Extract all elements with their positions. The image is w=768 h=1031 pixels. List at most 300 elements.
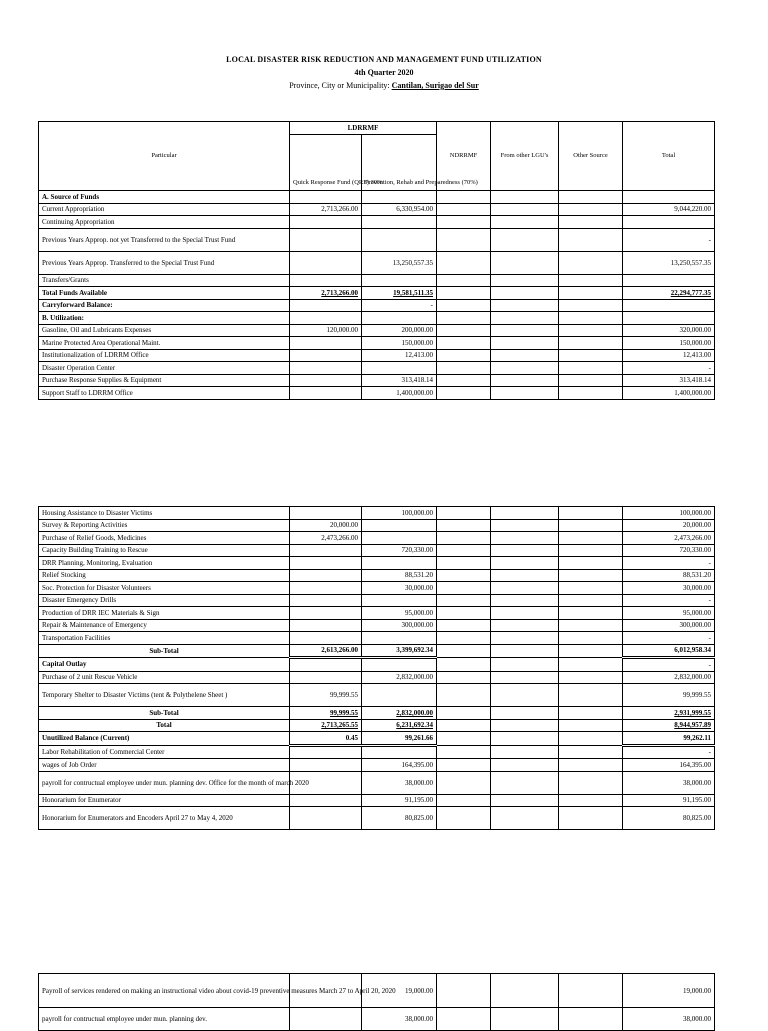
prevention-cell: 80,825.00 bbox=[362, 807, 437, 830]
table-row bbox=[39, 759, 715, 772]
other-source-cell bbox=[559, 544, 623, 557]
col-header-prevention: Prevention, Rehab and Preparedness (70%) bbox=[362, 135, 437, 191]
qrf-cell bbox=[290, 228, 362, 251]
ndrrmf-cell bbox=[437, 557, 491, 570]
prevention-cell bbox=[362, 594, 437, 607]
table-row bbox=[39, 337, 715, 350]
prevention-cell: 313,418.14 bbox=[362, 374, 437, 387]
qrf-cell bbox=[290, 387, 362, 400]
row-label: Unutilized Balance (Current) bbox=[39, 732, 290, 746]
table-row bbox=[39, 658, 715, 672]
other-lgu-cell bbox=[491, 324, 559, 337]
total-cell: 313,418.14 bbox=[623, 374, 715, 387]
table-row bbox=[39, 349, 715, 362]
other-lgu-cell bbox=[491, 619, 559, 632]
other-lgu-cell bbox=[491, 794, 559, 807]
ndrrmf-cell bbox=[437, 274, 491, 287]
row-label: Honorarium for Enumerator bbox=[39, 794, 290, 807]
qrf-cell bbox=[290, 191, 362, 204]
total-cell: 2,931,999.55 bbox=[623, 707, 715, 720]
row-label: Payroll of services rendered on making an instructional video about covid-19 preventive measures March 27 to April 20, 2020 bbox=[39, 974, 290, 1008]
qrf-cell bbox=[290, 794, 362, 807]
total-cell: 22,294,777.35 bbox=[623, 287, 715, 300]
other-source-cell bbox=[559, 594, 623, 607]
table-row bbox=[39, 794, 715, 807]
prevention-cell: 6,231,692.34 bbox=[362, 719, 437, 732]
prevention-cell bbox=[362, 658, 437, 672]
total-cell: - bbox=[623, 745, 715, 759]
other-source-cell bbox=[559, 632, 623, 645]
row-label: Soc. Protection for Disaster Volunteers bbox=[39, 582, 290, 595]
prevention-cell: 200,000.00 bbox=[362, 324, 437, 337]
other-lgu-cell bbox=[491, 569, 559, 582]
row-label: Current Appropriation bbox=[39, 203, 290, 216]
other-source-cell bbox=[559, 374, 623, 387]
row-label: Transfers/Grants bbox=[39, 274, 290, 287]
qrf-cell bbox=[290, 582, 362, 595]
prevention-cell: 2,832,000.00 bbox=[362, 671, 437, 684]
other-lgu-cell bbox=[491, 287, 559, 300]
table-row bbox=[39, 532, 715, 545]
prevention-cell bbox=[362, 228, 437, 251]
prevention-cell bbox=[362, 519, 437, 532]
other-lgu-cell bbox=[491, 299, 559, 312]
table-row bbox=[39, 771, 715, 794]
location-value: Cantilan, Surigao del Sur bbox=[391, 81, 479, 90]
ndrrmf-cell bbox=[437, 759, 491, 772]
row-label: Total bbox=[39, 719, 290, 732]
row-label: Purchase of 2 unit Rescue Vehicle bbox=[39, 671, 290, 684]
other-source-cell bbox=[559, 362, 623, 375]
other-source-cell bbox=[559, 228, 623, 251]
col-header-qrf: Quick Response Fund (QRF) 30% bbox=[290, 135, 362, 191]
qrf-cell bbox=[290, 759, 362, 772]
other-lgu-cell bbox=[491, 632, 559, 645]
other-lgu-cell bbox=[491, 1008, 559, 1031]
row-label: payroll for contructual employee under mun. planning dev. bbox=[39, 1008, 290, 1031]
qrf-cell bbox=[290, 619, 362, 632]
table-row bbox=[39, 216, 715, 229]
col-header-other-source: Other Source bbox=[559, 122, 623, 191]
other-source-cell bbox=[559, 507, 623, 520]
other-lgu-cell bbox=[491, 507, 559, 520]
location-label: Province, City or Municipality: bbox=[289, 81, 390, 90]
qrf-cell bbox=[290, 594, 362, 607]
table-row bbox=[39, 312, 715, 325]
other-source-cell bbox=[559, 974, 623, 1008]
prevention-cell: 13,250,557.35 bbox=[362, 251, 437, 274]
other-source-cell bbox=[559, 582, 623, 595]
prevention-cell: 150,000.00 bbox=[362, 337, 437, 350]
total-cell: 100,000.00 bbox=[623, 507, 715, 520]
table-row bbox=[39, 191, 715, 204]
total-cell: 20,000.00 bbox=[623, 519, 715, 532]
total-cell: 19,000.00 bbox=[623, 974, 715, 1008]
prevention-cell bbox=[362, 532, 437, 545]
other-lgu-cell bbox=[491, 684, 559, 707]
total-cell: 99,262.11 bbox=[623, 732, 715, 746]
table-row bbox=[39, 719, 715, 732]
other-source-cell bbox=[559, 287, 623, 300]
prevention-cell: 38,000.00 bbox=[362, 771, 437, 794]
total-cell: 1,400,000.00 bbox=[623, 387, 715, 400]
qrf-cell: 20,000.00 bbox=[290, 519, 362, 532]
other-source-cell bbox=[559, 312, 623, 325]
report-title: LOCAL DISASTER RISK REDUCTION AND MANAGEMENT FUND UTILIZATION bbox=[226, 55, 542, 64]
total-cell: 2,473,266.00 bbox=[623, 532, 715, 545]
qrf-cell bbox=[290, 374, 362, 387]
ndrrmf-cell bbox=[437, 771, 491, 794]
row-label: Honorarium for Enumerators and Encoders April 27 to May 4, 2020 bbox=[39, 807, 290, 830]
other-source-cell bbox=[559, 519, 623, 532]
qrf-cell bbox=[290, 807, 362, 830]
other-source-cell bbox=[559, 771, 623, 794]
table-row bbox=[39, 203, 715, 216]
total-cell: 12,413.00 bbox=[623, 349, 715, 362]
prevention-cell: 19,000.00 bbox=[362, 974, 437, 1008]
other-lgu-cell bbox=[491, 671, 559, 684]
other-lgu-cell bbox=[491, 312, 559, 325]
ndrrmf-cell bbox=[437, 671, 491, 684]
other-lgu-cell bbox=[491, 251, 559, 274]
prevention-cell: 95,000.00 bbox=[362, 607, 437, 620]
total-cell: 9,044,220.00 bbox=[623, 203, 715, 216]
other-lgu-cell bbox=[491, 807, 559, 830]
prevention-cell: 2,832,000.00 bbox=[362, 707, 437, 720]
other-source-cell bbox=[559, 532, 623, 545]
total-cell: 2,832,000.00 bbox=[623, 671, 715, 684]
other-lgu-cell bbox=[491, 544, 559, 557]
ndrrmf-cell bbox=[437, 619, 491, 632]
total-cell bbox=[623, 299, 715, 312]
table-row bbox=[39, 544, 715, 557]
qrf-cell bbox=[290, 1008, 362, 1031]
other-lgu-cell bbox=[491, 644, 559, 658]
other-source-cell bbox=[559, 719, 623, 732]
qrf-cell: 99,999.55 bbox=[290, 707, 362, 720]
row-label: Previous Years Approp. Transferred to the Special Trust Fund bbox=[39, 251, 290, 274]
other-lgu-cell bbox=[491, 707, 559, 720]
total-cell: 720,330.00 bbox=[623, 544, 715, 557]
other-lgu-cell bbox=[491, 745, 559, 759]
table-row bbox=[39, 671, 715, 684]
qrf-cell bbox=[290, 745, 362, 759]
prevention-cell bbox=[362, 684, 437, 707]
ndrrmf-cell bbox=[437, 203, 491, 216]
qrf-cell bbox=[290, 362, 362, 375]
other-lgu-cell bbox=[491, 658, 559, 672]
row-label: Continuing Appropriation bbox=[39, 216, 290, 229]
ndrrmf-cell bbox=[437, 324, 491, 337]
ndrrmf-cell bbox=[437, 719, 491, 732]
total-cell: 99,999.55 bbox=[623, 684, 715, 707]
table-row bbox=[39, 732, 715, 746]
row-label: B. Utilization: bbox=[39, 312, 290, 325]
other-source-cell bbox=[559, 794, 623, 807]
total-cell bbox=[623, 191, 715, 204]
row-label: Relief Stocking bbox=[39, 569, 290, 582]
row-label: Purchase of Relief Goods, Medicines bbox=[39, 532, 290, 545]
qrf-cell: 2,713,266.00 bbox=[290, 287, 362, 300]
other-lgu-cell bbox=[491, 349, 559, 362]
prevention-cell: 19,581,511.35 bbox=[362, 287, 437, 300]
qrf-cell bbox=[290, 671, 362, 684]
row-label: DRR Planning, Monitoring, Evaluation bbox=[39, 557, 290, 570]
total-cell: 38,000.00 bbox=[623, 771, 715, 794]
other-source-cell bbox=[559, 671, 623, 684]
table-row bbox=[39, 582, 715, 595]
other-source-cell bbox=[559, 732, 623, 746]
table-row bbox=[39, 519, 715, 532]
qrf-cell bbox=[290, 216, 362, 229]
table-row bbox=[39, 228, 715, 251]
other-lgu-cell bbox=[491, 732, 559, 746]
other-source-cell bbox=[559, 684, 623, 707]
total-cell: 88,531.20 bbox=[623, 569, 715, 582]
qrf-cell bbox=[290, 658, 362, 672]
fund-table-part-2 bbox=[38, 506, 715, 830]
total-cell: 6,012,958.34 bbox=[623, 644, 715, 658]
prevention-cell bbox=[362, 557, 437, 570]
total-cell: - bbox=[623, 228, 715, 251]
ndrrmf-cell bbox=[437, 607, 491, 620]
total-cell bbox=[623, 216, 715, 229]
ndrrmf-cell bbox=[437, 732, 491, 746]
qrf-cell bbox=[290, 337, 362, 350]
total-cell: - bbox=[623, 557, 715, 570]
qrf-cell: 2,713,266.00 bbox=[290, 203, 362, 216]
other-lgu-cell bbox=[491, 557, 559, 570]
ndrrmf-cell bbox=[437, 594, 491, 607]
ndrrmf-cell bbox=[437, 532, 491, 545]
other-lgu-cell bbox=[491, 362, 559, 375]
total-cell: - bbox=[623, 658, 715, 672]
other-lgu-cell bbox=[491, 771, 559, 794]
prevention-cell bbox=[362, 362, 437, 375]
other-source-cell bbox=[559, 203, 623, 216]
row-label: Gasoline, Oil and Lubricants Expenses bbox=[39, 324, 290, 337]
prevention-cell: 12,413.00 bbox=[362, 349, 437, 362]
qrf-cell: 2,613,266.00 bbox=[290, 644, 362, 658]
table-row bbox=[39, 287, 715, 300]
prevention-cell: 6,330,954.00 bbox=[362, 203, 437, 216]
ndrrmf-cell bbox=[437, 299, 491, 312]
other-source-cell bbox=[559, 191, 623, 204]
other-source-cell bbox=[559, 349, 623, 362]
row-label: Support Staff to LDRRM Office bbox=[39, 387, 290, 400]
total-cell: 300,000.00 bbox=[623, 619, 715, 632]
prevention-cell: 3,399,692.34 bbox=[362, 644, 437, 658]
total-cell: 95,000.00 bbox=[623, 607, 715, 620]
total-cell: 80,825.00 bbox=[623, 807, 715, 830]
row-label: Sub-Total bbox=[39, 707, 290, 720]
row-label: payroll for contructual employee under mun. planning dev. Office for the month of march 2020 bbox=[39, 771, 290, 794]
ndrrmf-cell bbox=[437, 794, 491, 807]
ndrrmf-cell bbox=[437, 544, 491, 557]
ndrrmf-cell bbox=[437, 582, 491, 595]
table-row bbox=[39, 707, 715, 720]
other-source-cell bbox=[559, 274, 623, 287]
other-lgu-cell bbox=[491, 759, 559, 772]
other-source-cell bbox=[559, 324, 623, 337]
other-source-cell bbox=[559, 569, 623, 582]
table-row bbox=[39, 644, 715, 658]
qrf-cell bbox=[290, 507, 362, 520]
table-row bbox=[39, 557, 715, 570]
qrf-cell: 99,999.55 bbox=[290, 684, 362, 707]
ndrrmf-cell bbox=[437, 251, 491, 274]
prevention-cell: 38,000.00 bbox=[362, 1008, 437, 1031]
ndrrmf-cell bbox=[437, 632, 491, 645]
qrf-cell: 2,713,265.55 bbox=[290, 719, 362, 732]
fund-table-part-1 bbox=[38, 121, 715, 400]
ndrrmf-cell bbox=[437, 644, 491, 658]
row-label: Survey & Reporting Activities bbox=[39, 519, 290, 532]
row-label: Disaster Emergency Drills bbox=[39, 594, 290, 607]
qrf-cell: 120,000.00 bbox=[290, 324, 362, 337]
ndrrmf-cell bbox=[437, 287, 491, 300]
row-label: Production of DRR IEC Materials & Sign bbox=[39, 607, 290, 620]
total-cell: 164,395.00 bbox=[623, 759, 715, 772]
table-row bbox=[39, 362, 715, 375]
row-label: Transportation Facilities bbox=[39, 632, 290, 645]
table-row bbox=[39, 594, 715, 607]
total-cell bbox=[623, 312, 715, 325]
prevention-cell: 720,330.00 bbox=[362, 544, 437, 557]
other-source-cell bbox=[559, 557, 623, 570]
other-source-cell bbox=[559, 251, 623, 274]
qrf-cell bbox=[290, 312, 362, 325]
other-source-cell bbox=[559, 807, 623, 830]
other-lgu-cell bbox=[491, 374, 559, 387]
row-label: Institutionalization of LDRRM Office bbox=[39, 349, 290, 362]
total-cell: 91,195.00 bbox=[623, 794, 715, 807]
other-lgu-cell bbox=[491, 582, 559, 595]
row-label: Repair & Maintenance of Emergency bbox=[39, 619, 290, 632]
ndrrmf-cell bbox=[437, 349, 491, 362]
other-lgu-cell bbox=[491, 216, 559, 229]
prevention-cell: 88,531.20 bbox=[362, 569, 437, 582]
ndrrmf-cell bbox=[437, 658, 491, 672]
row-label: Marine Protected Area Operational Maint. bbox=[39, 337, 290, 350]
prevention-cell bbox=[362, 745, 437, 759]
prevention-cell: 30,000.00 bbox=[362, 582, 437, 595]
total-cell: 30,000.00 bbox=[623, 582, 715, 595]
other-source-cell bbox=[559, 337, 623, 350]
qrf-cell: 2,473,266.00 bbox=[290, 532, 362, 545]
prevention-cell: 99,261.66 bbox=[362, 732, 437, 746]
prevention-cell: 164,395.00 bbox=[362, 759, 437, 772]
other-lgu-cell bbox=[491, 274, 559, 287]
row-label: Capacity Building Training to Rescue bbox=[39, 544, 290, 557]
ndrrmf-cell bbox=[437, 191, 491, 204]
col-header-total: Total bbox=[623, 122, 715, 191]
ndrrmf-cell bbox=[437, 387, 491, 400]
other-source-cell bbox=[559, 387, 623, 400]
ndrrmf-cell bbox=[437, 374, 491, 387]
other-source-cell bbox=[559, 619, 623, 632]
other-lgu-cell bbox=[491, 974, 559, 1008]
qrf-cell: 0.45 bbox=[290, 732, 362, 746]
qrf-cell bbox=[290, 274, 362, 287]
row-label: Carryforward Balance: bbox=[39, 299, 290, 312]
col-header-ndrrmf: NDRRMF bbox=[437, 122, 491, 191]
table-row bbox=[39, 684, 715, 707]
qrf-cell bbox=[290, 607, 362, 620]
prevention-cell: 1,400,000.00 bbox=[362, 387, 437, 400]
other-source-cell bbox=[559, 759, 623, 772]
table-row bbox=[39, 607, 715, 620]
row-label: Capital Outlay bbox=[39, 658, 290, 672]
row-label: A. Source of Funds bbox=[39, 191, 290, 204]
other-source-cell bbox=[559, 299, 623, 312]
row-label: Temporary Shelter to Disaster Victims (tent & Polythelene Sheet ) bbox=[39, 684, 290, 707]
row-label: Total Funds Available bbox=[39, 287, 290, 300]
other-lgu-cell bbox=[491, 719, 559, 732]
ndrrmf-cell bbox=[437, 337, 491, 350]
total-cell: 8,944,957.89 bbox=[623, 719, 715, 732]
prevention-cell bbox=[362, 632, 437, 645]
prevention-cell: 100,000.00 bbox=[362, 507, 437, 520]
table-row bbox=[39, 632, 715, 645]
ndrrmf-cell bbox=[437, 707, 491, 720]
qrf-cell bbox=[290, 299, 362, 312]
ndrrmf-cell bbox=[437, 745, 491, 759]
table-row bbox=[39, 374, 715, 387]
other-lgu-cell bbox=[491, 519, 559, 532]
qrf-cell bbox=[290, 251, 362, 274]
ndrrmf-cell bbox=[437, 216, 491, 229]
ndrrmf-cell bbox=[437, 974, 491, 1008]
table-row bbox=[39, 807, 715, 830]
table-row bbox=[39, 569, 715, 582]
table-row bbox=[39, 324, 715, 337]
prevention-cell bbox=[362, 191, 437, 204]
ndrrmf-cell bbox=[437, 1008, 491, 1031]
row-label: Previous Years Approp. not yet Transferred to the Special Trust Fund bbox=[39, 228, 290, 251]
table-row bbox=[39, 251, 715, 274]
total-cell: 38,000.00 bbox=[623, 1008, 715, 1031]
total-cell: - bbox=[623, 362, 715, 375]
report-location bbox=[0, 81, 768, 90]
ndrrmf-cell bbox=[437, 507, 491, 520]
table-row bbox=[39, 387, 715, 400]
other-lgu-cell bbox=[491, 228, 559, 251]
row-label: Housing Assistance to Disaster Victims bbox=[39, 507, 290, 520]
qrf-cell bbox=[290, 544, 362, 557]
other-source-cell bbox=[559, 658, 623, 672]
qrf-cell bbox=[290, 557, 362, 570]
qrf-cell bbox=[290, 569, 362, 582]
row-label: wages of Job Order bbox=[39, 759, 290, 772]
table-row bbox=[39, 619, 715, 632]
ndrrmf-cell bbox=[437, 362, 491, 375]
row-label: Sub-Total bbox=[39, 644, 290, 658]
col-header-ldrrmf: LDRRMF bbox=[290, 122, 437, 135]
table-row bbox=[39, 274, 715, 287]
other-lgu-cell bbox=[491, 387, 559, 400]
other-lgu-cell bbox=[491, 337, 559, 350]
ndrrmf-cell bbox=[437, 684, 491, 707]
other-lgu-cell bbox=[491, 607, 559, 620]
total-cell: 13,250,557.35 bbox=[623, 251, 715, 274]
total-cell: - bbox=[623, 594, 715, 607]
prevention-cell bbox=[362, 274, 437, 287]
report-quarter: 4th Quarter 2020 bbox=[354, 68, 414, 77]
prevention-cell: 300,000.00 bbox=[362, 619, 437, 632]
prevention-cell bbox=[362, 312, 437, 325]
other-source-cell bbox=[559, 745, 623, 759]
